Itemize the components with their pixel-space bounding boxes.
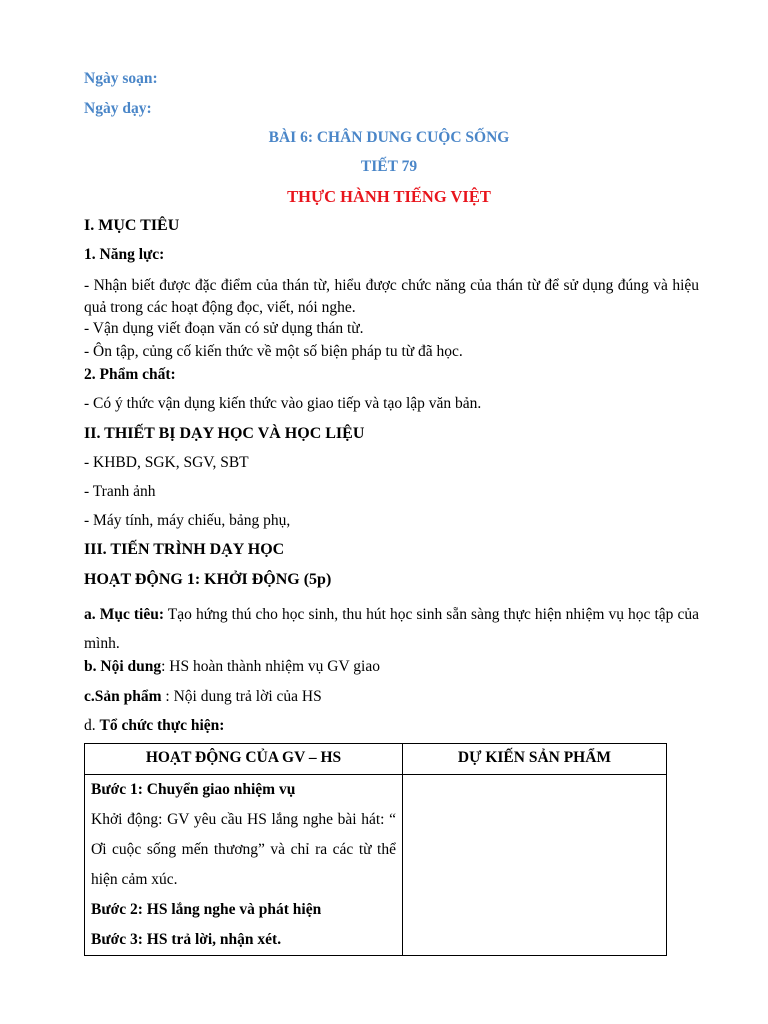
page-title: THỰC HÀNH TIẾNG VIỆT bbox=[287, 187, 491, 206]
activity-table bbox=[84, 743, 667, 956]
ngay-soan-label: Ngày soạn: bbox=[84, 70, 158, 87]
thiet-bi-item-2: - Tranh ảnh bbox=[84, 483, 156, 500]
san-pham-line bbox=[84, 688, 322, 706]
section-thiet-bi: II. THIẾT BỊ DẠY HỌC VÀ HỌC LIỆU bbox=[84, 425, 365, 442]
buoc-2: Bước 2: HS lắng nghe và phát hiện bbox=[91, 901, 322, 918]
table-row bbox=[85, 775, 667, 956]
nang-luc-heading: 1. Năng lực: bbox=[84, 246, 165, 263]
hoat-dong-1-heading: HOẠT ĐỘNG 1: KHỞI ĐỘNG (5p) bbox=[84, 571, 332, 588]
noi-dung-label: b. Nội dung bbox=[84, 658, 162, 675]
muc-tieu-label: a. Mục tiêu: bbox=[84, 606, 165, 623]
section-tien-trinh: III. TIẾN TRÌNH DẠY HỌC bbox=[84, 541, 285, 558]
khoi-dong-text: Khởi động: GV yêu cầu HS lắng nghe bài hát: “ Ơi cuộc sống mến thương” và chỉ ra các từ thể hiện cảm xúc. bbox=[91, 811, 396, 888]
activity-cell bbox=[85, 775, 403, 956]
table-header-activity: HOẠT ĐỘNG CỦA GV – HS bbox=[85, 744, 403, 775]
thiet-bi-item-3: - Máy tính, máy chiếu, bảng phụ, bbox=[84, 512, 291, 529]
muc-tieu-text: Tạo hứng thú cho học sinh, thu hút học sinh sẵn sàng thực hiện nhiệm vụ học tập của mình. bbox=[84, 606, 699, 652]
buoc-1: Bước 1: Chuyển giao nhiệm vụ bbox=[91, 781, 296, 798]
lesson-title: BÀI 6: CHÂN DUNG CUỘC SỐNG bbox=[268, 129, 510, 146]
muc-tieu-paragraph bbox=[84, 600, 699, 658]
noi-dung-text: : HS hoàn thành nhiệm vụ GV giao bbox=[161, 658, 380, 675]
pham-chat-item-1: - Có ý thức vận dụng kiến thức vào giao tiếp và tạo lập văn bản. bbox=[84, 395, 482, 412]
san-pham-label: c.Sản phẩm bbox=[84, 688, 162, 705]
pham-chat-heading: 2. Phẩm chất: bbox=[84, 366, 176, 383]
table-header-row bbox=[85, 744, 667, 775]
to-chuc-prefix: d. bbox=[84, 717, 100, 734]
table-header-product: DỰ KIẾN SẢN PHẨM bbox=[403, 744, 667, 775]
nang-luc-item-3: - Ôn tập, củng cố kiến thức về một số biện pháp tu từ đã học. bbox=[84, 343, 463, 360]
ngay-day-label: Ngày dạy: bbox=[84, 100, 152, 117]
section-muc-tieu: I. MỤC TIÊU bbox=[84, 217, 180, 234]
nang-luc-item-2: - Vận dụng viết đoạn văn có sử dụng thán từ. bbox=[84, 320, 364, 337]
nang-luc-item-1: - Nhận biết được đặc điểm của thán từ, hiểu được chức năng của thán từ để sử dụng đúng và hiệu quả trong các hoạt động đọc, viết, nói nghe. bbox=[84, 277, 699, 316]
buoc-3: Bước 3: HS trả lời, nhận xét. bbox=[91, 931, 282, 948]
product-cell bbox=[403, 775, 667, 956]
san-pham-text: : Nội dung trả lời của HS bbox=[161, 688, 322, 705]
to-chuc-line bbox=[84, 717, 224, 735]
period-number: TIẾT 79 bbox=[360, 158, 418, 175]
thiet-bi-item-1: - KHBD, SGK, SGV, SBT bbox=[84, 454, 249, 471]
noi-dung-line bbox=[84, 658, 380, 676]
to-chuc-label: Tổ chức thực hiện: bbox=[99, 717, 225, 734]
